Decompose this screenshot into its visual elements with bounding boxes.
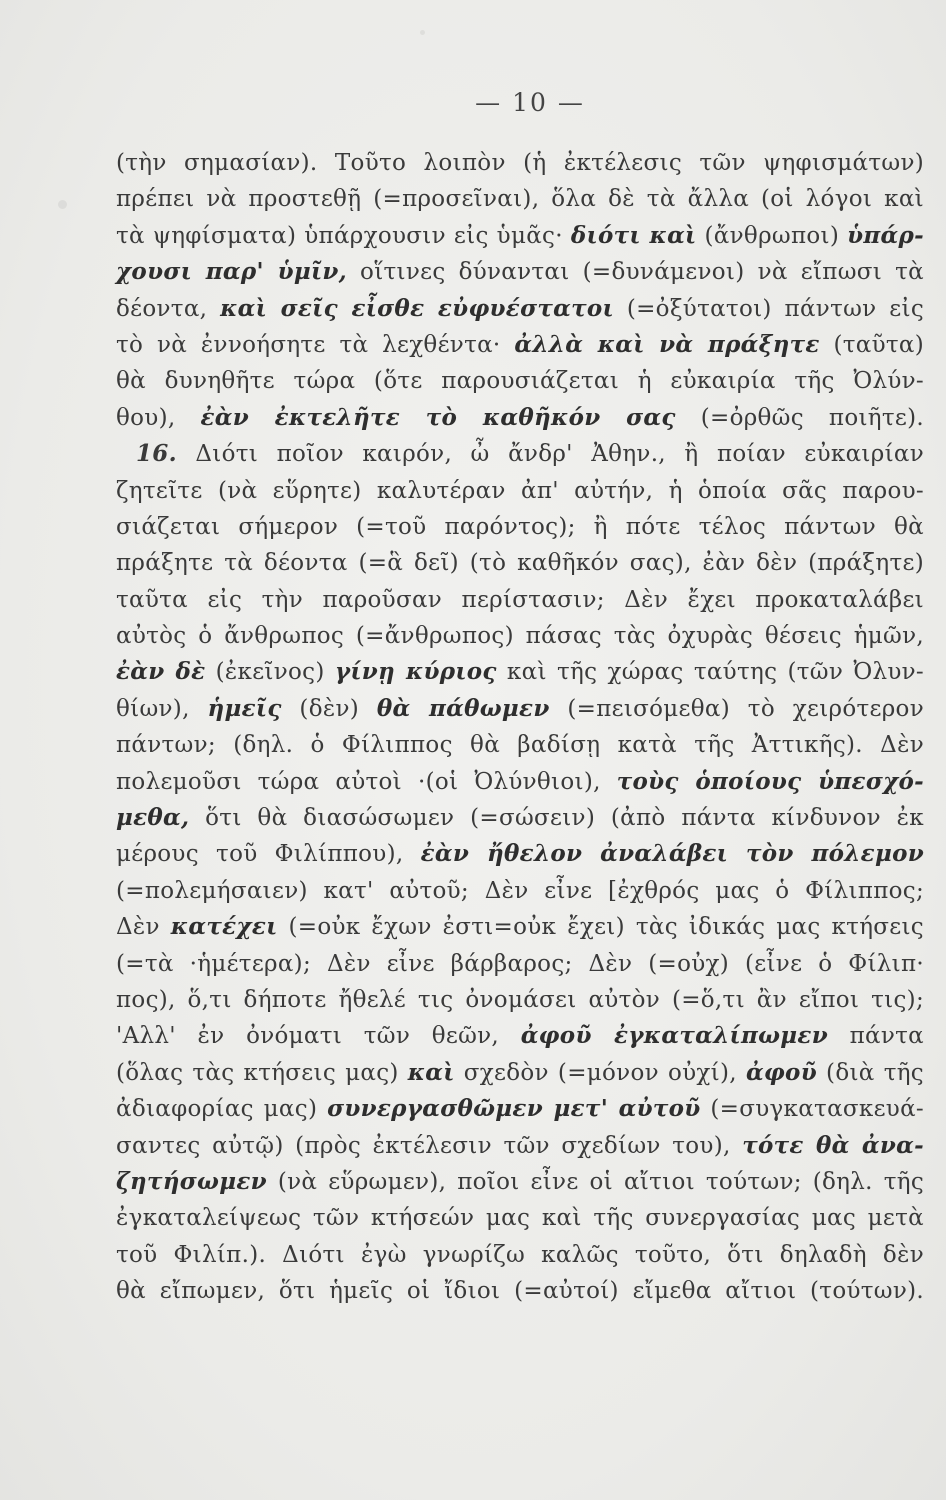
text-line [116, 800, 924, 836]
emphasized-text: τοὺς ὁποίους ὑπεσχό- [616, 767, 924, 795]
text-run: (=πολεμήσαιεν) κατ' αὐτοῦ; Δὲν εἶνε [ἐχθρός μας ὁ Φίλιππος; [116, 877, 924, 904]
emphasized-text: γίνῃ κύριος [334, 658, 497, 686]
text-run: (ὅλας τὰς κτήσεις μας) [116, 1059, 408, 1086]
emphasized-text: καὶ [407, 1058, 455, 1086]
text-run: σχεδὸν (=μόνον οὐχί), [454, 1059, 746, 1086]
text-line [116, 436, 924, 472]
text-run: Διότι ποῖον καιρόν, ὦ ἄνδρ' Ἀθην., ἢ ποίαν εὐκαιρίαν [176, 441, 924, 468]
text-line [116, 873, 924, 909]
text-run: (=πεισόμεθα) τὸ χειρότερον [549, 695, 924, 722]
text-line [116, 618, 924, 654]
emphasized-text: ἐὰν ἐκτελῆτε τὸ καθῆκόν σας [200, 403, 676, 431]
emphasized-text: ἀλλὰ καὶ νὰ πράξητε [514, 330, 820, 358]
text-run: τὸ νὰ ἐννοήσητε τὰ λεχθέντα· [116, 331, 515, 358]
text-run: θὰ δυνηθῆτε τώρα (ὅτε παρουσιάζεται ἡ εὐκαιρία τῆς Ὀλύν- [116, 368, 924, 395]
text-run: (=συγκατασκευά- [700, 1096, 924, 1123]
emphasized-text: κατέχει [170, 913, 278, 941]
text-line [116, 691, 924, 727]
text-line [116, 982, 924, 1018]
text-run: πολεμοῦσι τώρα αὐτοὶ ·(οἱ Ὀλύνθιοι), [116, 768, 617, 795]
text-run: τοῦ Φιλίπ.). Διότι ἐγὼ γνωρίζω καλῶς τοῦτο, ὅτι δηλαδὴ δὲν [116, 1241, 924, 1268]
text-run: πος), ὅ,τι δήποτε ἤθελέ τις ὀνομάσει αὐτὸν (=ὅ,τι ἂν εἴποι τις); [116, 986, 924, 1013]
body-text [116, 145, 924, 1310]
text-run: μέρους τοῦ Φιλίππου), [116, 841, 421, 868]
text-run: ἀδιαφορίας μας) [116, 1096, 328, 1123]
text-line [116, 582, 924, 618]
text-line [116, 909, 924, 945]
text-run: (ἐκεῖνος) [205, 659, 335, 686]
text-run: πράξητε τὰ δέοντα (=ἃ δεῖ) (τὸ καθῆκόν σας), ἐὰν δὲν (πράξητε) [116, 550, 924, 577]
text-run: σαντες αὐτῷ) (πρὸς ἐκτέλεσιν τῶν σχεδίων του), [116, 1132, 743, 1159]
emphasized-text: καὶ σεῖς εἶσθε εὐφυέστατοι [220, 294, 614, 322]
text-run: σιάζεται σήμερον (=τοῦ παρόντος); ἢ πότε τέλος πάντων θὰ [116, 513, 924, 540]
text-line [116, 363, 924, 399]
text-run: (=ὀρθῶς ποιῆτε). [675, 404, 924, 431]
text-line [116, 400, 924, 436]
text-run: (διὰ τῆς [816, 1059, 924, 1086]
emphasized-text: ὑπάρ- [847, 221, 924, 249]
text-line [116, 946, 924, 982]
text-run: 'Αλλ' ἐν ὀνόματι τῶν θεῶν, [116, 1023, 521, 1050]
paper-speck [58, 200, 67, 209]
emphasized-text: ἐὰν δὲ [116, 658, 206, 686]
text-run: θου), [116, 404, 201, 431]
text-line [116, 145, 924, 181]
text-line [116, 1164, 924, 1200]
text-line [116, 836, 924, 872]
text-line [116, 764, 924, 800]
text-run: αὐτὸς ὁ ἄνθρωπος (=ἄνθρωπος) πάσας τὰς ὀχυρὰς θέσεις ἡμῶν, [116, 623, 924, 650]
text-run: καὶ τῆς χώρας ταύτης (τῶν Ὀλυν- [496, 659, 924, 686]
text-line [116, 1055, 924, 1091]
text-line [116, 1091, 924, 1127]
text-line [116, 654, 924, 690]
emphasized-text: ζητήσωμεν [116, 1167, 267, 1195]
text-run: Δὲν [116, 914, 171, 941]
emphasized-text: θὰ πάθωμεν [376, 694, 550, 722]
text-run: θὰ εἴπωμεν, ὅτι ἡμεῖς οἱ ἴδιοι (=αὐτοί) εἴμεθα αἴτιοι (τούτων). [116, 1278, 924, 1305]
emphasized-text: τότε θὰ ἀνα- [742, 1131, 924, 1159]
text-line [116, 1237, 924, 1273]
text-run: οἵτινες δύνανται (=δυνάμενοι) νὰ εἴπωσι τὰ [346, 259, 924, 286]
text-line [116, 1128, 924, 1164]
text-run: πάντα [827, 1023, 925, 1050]
text-line [116, 1200, 924, 1236]
text-run: πρέπει νὰ προστεθῇ (=προσεῖναι), ὅλα δὲ τὰ ἄλλα (οἱ λόγοι καὶ [116, 186, 924, 213]
text-run: πάντων; (δηλ. ὁ Φίλιππος θὰ βαδίσῃ κατὰ τῆς Ἀττικῆς). Δὲν [116, 732, 924, 759]
text-line [116, 218, 924, 254]
text-line [116, 254, 924, 290]
text-line [116, 509, 924, 545]
text-run: (=τὰ ·ἡμέτερα); Δὲν εἶνε βάρβαρος; Δὲν (=οὐχ) (εἶνε ὁ Φίλιπ· [116, 950, 924, 977]
text-run: τὰ ψηφίσματα) ὑπάρχουσιν εἰς ὑμᾶς· [116, 222, 571, 249]
text-line [116, 181, 924, 217]
text-line [116, 327, 924, 363]
text-run: (=οὐκ ἔχων ἐστι=οὐκ ἔχει) τὰς ἰδικάς μας κτήσεις [277, 914, 924, 941]
text-run: (ἄνθρωποι) [696, 222, 848, 249]
text-run: ὅτι θὰ διασώσωμεν (=σώσειν) (ἀπὸ πάντα κίνδυνον ἐκ [189, 805, 924, 832]
text-run: (=ὀξύτατοι) πάντων εἰς [613, 295, 925, 322]
section-number: 16. [136, 440, 177, 468]
emphasized-text: διότι καὶ [570, 221, 697, 249]
emphasized-text: ἐὰν ἤθελον ἀναλάβει τὸν πόλεμον [420, 840, 924, 868]
text-line [116, 291, 924, 327]
text-run: θίων), [116, 695, 208, 722]
emphasized-text: μεθα, [116, 804, 190, 832]
text-run: (τὴν σημασίαν). Τοῦτο λοιπὸν (ἡ ἐκτέλεσις τῶν ψηφισμάτων) [116, 150, 924, 176]
emphasized-text: ἀφοῦ [745, 1058, 817, 1086]
text-run: δέοντα, [116, 295, 221, 322]
text-run: ταῦτα εἰς τὴν παροῦσαν περίστασιν; Δὲν ἔχει προκαταλάβει [116, 586, 924, 613]
emphasized-text: ἀφοῦ ἐγκαταλίπωμεν [520, 1022, 828, 1050]
text-run: (ταῦτα) [819, 331, 925, 358]
emphasized-text: χουσι παρ' ὑμῖν, [116, 258, 347, 286]
text-line [116, 727, 924, 763]
text-line [116, 473, 924, 509]
emphasized-text: συνεργασθῶμεν μετ' αὐτοῦ [327, 1095, 701, 1123]
page-number: — 10 — [475, 88, 585, 117]
text-run: (δὲν) [281, 695, 377, 722]
text-line [116, 1018, 924, 1054]
emphasized-text: ἡμεῖς [207, 694, 282, 722]
paper-speck [420, 30, 425, 35]
text-run: ἐγκαταλείψεως τῶν κτήσεών μας καὶ τῆς συνεργασίας μας μετὰ [116, 1205, 924, 1232]
text-line [116, 1273, 924, 1309]
text-run: (νὰ εὕρωμεν), ποῖοι εἶνε οἱ αἴτιοι τούτων; (δηλ. τῆς [266, 1168, 924, 1195]
text-line [116, 545, 924, 581]
text-run: ζητεῖτε (νὰ εὕρητε) καλυτέραν ἀπ' αὐτήν, ἡ ὁποία σᾶς παρου- [116, 477, 924, 504]
